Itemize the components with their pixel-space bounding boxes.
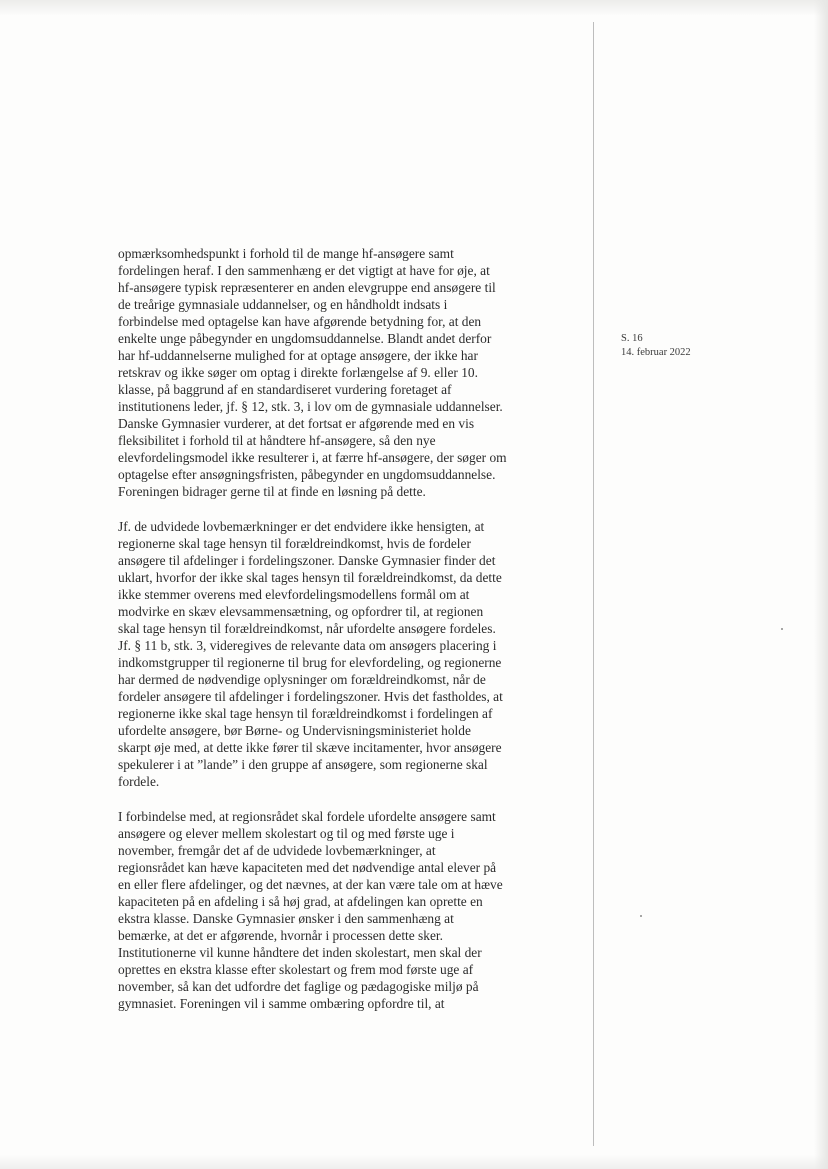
text-line: de treårige gymnasiale uddannelser, og en håndholdt indsats i	[118, 297, 448, 312]
text-line: november, fremgår det af de udvidede lovbemærkninger, at	[118, 843, 436, 858]
paragraph	[118, 245, 580, 500]
text-line: modvirke en skæv elevsammensætning, og opfordrer til, at regionen	[118, 604, 484, 619]
text-line: november, så kan det udfordre det faglige og pædagogiske miljø på	[118, 979, 479, 994]
text-line: regionerne ikke skal tage hensyn til forældreindkomst i fordelingen af	[118, 706, 493, 721]
margin-note	[621, 332, 691, 360]
text-line: regionsrådet kan hæve kapaciteten med det nødvendige antal elever på	[118, 860, 497, 875]
text-line: Danske Gymnasier vurderer, at det fortsat er afgørende med en vis	[118, 416, 475, 431]
scan-speck	[640, 915, 642, 917]
text-line: bemærke, at det er afgørende, hvornår i processen dette sker.	[118, 928, 443, 943]
text-line: elevfordelingsmodel ikke resulterer i, at færre hf-ansøgere, der søger om	[118, 450, 507, 465]
text-line: spekulerer i at ”lande” i den gruppe af ansøgere, som regionerne skal	[118, 757, 488, 772]
text-line: har hf-uddannelserne mulighed for at optage ansøgere, der ikke har	[118, 348, 478, 363]
scan-right-edge	[814, 0, 828, 1169]
scan-bottom-edge	[0, 1155, 828, 1169]
text-line: Jf. § 11 b, stk. 3, videregives de relevante data om ansøgers placering i	[118, 638, 497, 653]
document-date: 14. februar 2022	[621, 347, 691, 358]
text-line: en eller flere afdelinger, og det nævnes, at der kan være tale om at hæve	[118, 877, 503, 892]
text-line: optagelse efter ansøgningsfristen, påbegynder en ungdomsuddannelse.	[118, 467, 496, 482]
text-line: fleksibilitet i forhold til at håndtere hf-ansøgere, så den nye	[118, 433, 436, 448]
text-line: fordeler ansøgere til afdelinger i fordelingszoner. Hvis det fastholdes, at	[118, 689, 503, 704]
text-line: Jf. de udvidede lovbemærkninger er det endvidere ikke hensigten, at	[118, 519, 485, 534]
margin-divider-line	[593, 22, 594, 1146]
text-line: ansøgere til afdelinger i fordelingszoner. Danske Gymnasier finder det	[118, 553, 496, 568]
text-line: retskrav og ikke søger om optag i direkte forlængelse af 9. eller 10.	[118, 365, 478, 380]
scan-top-edge	[0, 0, 828, 16]
text-line: enkelte unge påbegynder en ungdomsuddannelse. Blandt andet derfor	[118, 331, 492, 346]
scan-speck	[781, 628, 783, 630]
text-line: gymnasiet. Foreningen vil i samme ombæring opfordre til, at	[118, 996, 445, 1011]
text-line: I forbindelse med, at regionsrådet skal fordele ufordelte ansøgere samt	[118, 809, 496, 824]
text-line: fordele.	[118, 774, 160, 789]
text-line: ikke stemmer overens med elevfordelingsmodellens formål om at	[118, 587, 470, 602]
text-line: ekstra klasse. Danske Gymnasier ønsker i den sammenhæng at	[118, 911, 454, 926]
text-line: klasse, på baggrund af en standardiseret vurdering foretaget af	[118, 382, 452, 397]
text-line: regionerne skal tage hensyn til forældreindkomst, hvis de fordeler	[118, 536, 471, 551]
text-line: skal tage hensyn til forældreindkomst, når ufordelte ansøgere fordeles.	[118, 621, 496, 636]
text-line: indkomstgrupper til regionerne til brug for elevfordeling, og regionerne	[118, 655, 502, 670]
text-line: ufordelte ansøgere, bør Børne- og Undervisningsministeriet holde	[118, 723, 471, 738]
paragraph	[118, 518, 580, 790]
text-line: fordelingen heraf. I den sammenhæng er det vigtigt at have for øje, at	[118, 263, 490, 278]
body-text	[118, 245, 580, 1012]
text-line: har dermed de nødvendige oplysninger om forældreindkomst, når de	[118, 672, 486, 687]
text-line: Foreningen bidrager gerne til at finde en løsning på dette.	[118, 484, 426, 499]
text-line: forbindelse med optagelse kan have afgørende betydning for, at den	[118, 314, 482, 329]
text-line: ansøgere og elever mellem skolestart og til og med første uge i	[118, 826, 455, 841]
text-line: kapaciteten på en afdeling i så høj grad, at afdelingen kan oprette en	[118, 894, 483, 909]
text-line: uklart, hvorfor der ikke skal tages hensyn til forældreindkomst, da dette	[118, 570, 502, 585]
paragraph	[118, 808, 580, 1012]
text-line: Institutionerne vil kunne håndtere det inden skolestart, men skal der	[118, 945, 482, 960]
text-line: oprettes en ekstra klasse efter skolestart og frem mod første uge af	[118, 962, 474, 977]
text-line: institutionens leder, jf. § 12, stk. 3, i lov om de gymnasiale uddannelser.	[118, 399, 503, 414]
text-line: hf-ansøgere typisk repræsenterer en anden elevgruppe end ansøgere til	[118, 280, 496, 295]
text-line: skarpt øje med, at dette ikke fører til skæve incitamenter, hvor ansøgere	[118, 740, 502, 755]
page-number: S. 16	[621, 333, 643, 344]
text-line: opmærksomhedspunkt i forhold til de mange hf-ansøgere samt	[118, 246, 454, 261]
